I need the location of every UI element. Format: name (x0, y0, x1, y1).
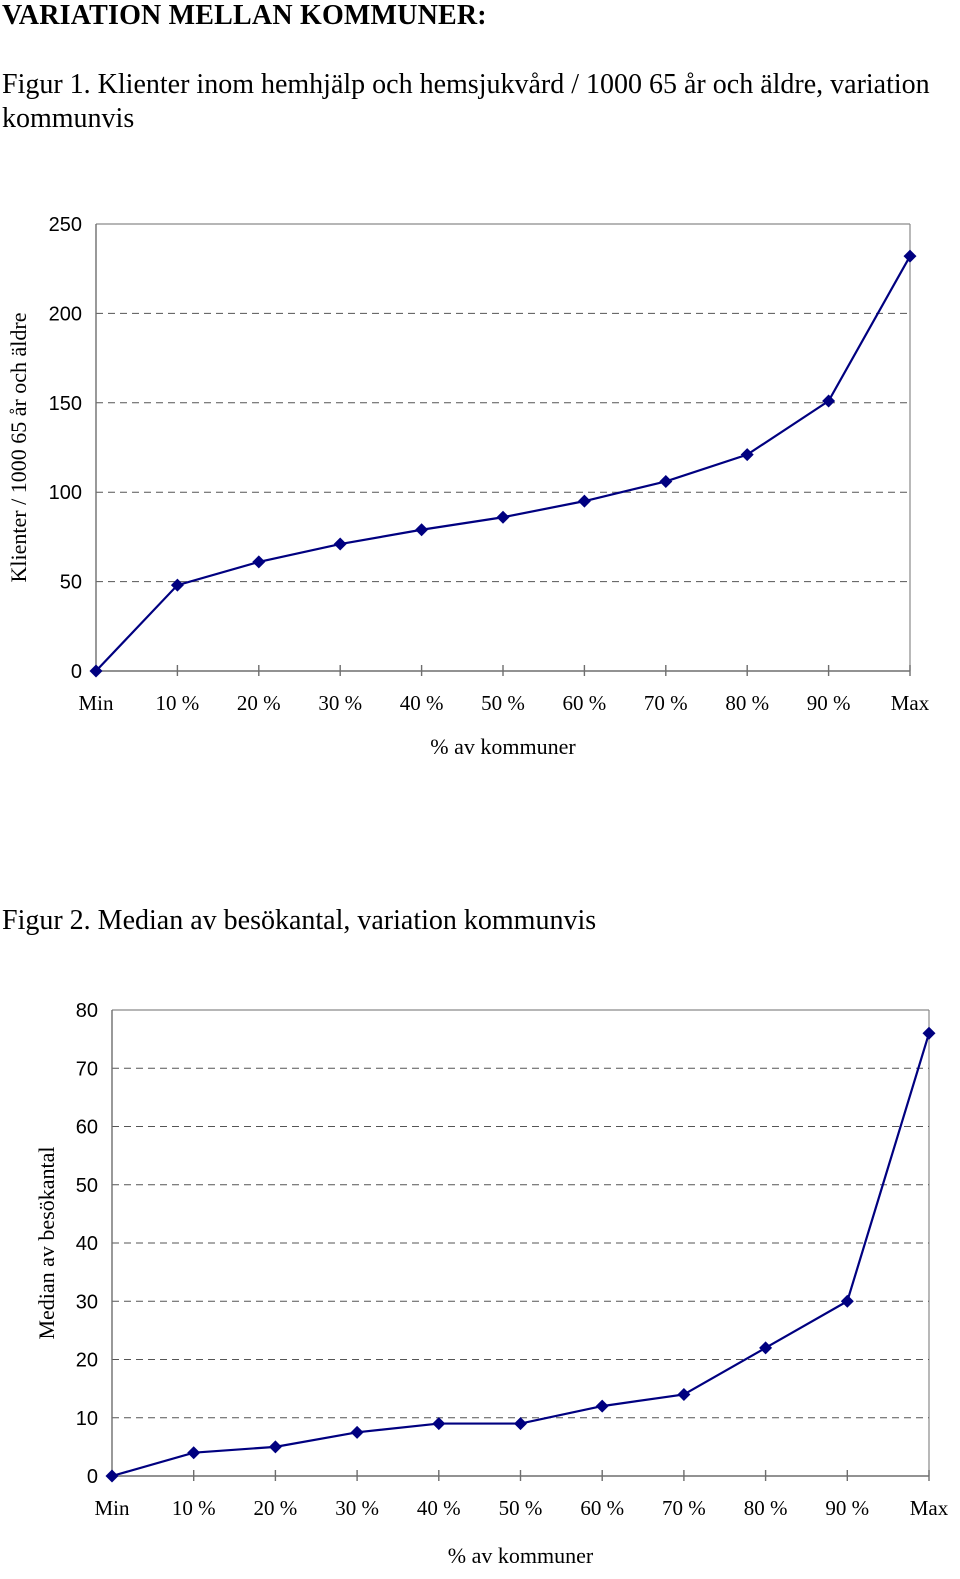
x-tick-label: 80 % (725, 691, 770, 715)
y-axis-title: Median av besökantal (34, 1146, 59, 1340)
data-point (923, 1027, 936, 1040)
y-tick-label: 200 (48, 303, 82, 326)
y-tick-label: 50 (59, 571, 82, 594)
y-tick-label: 10 (75, 1407, 98, 1430)
x-tick-label: 40 % (399, 691, 444, 715)
x-tick-label: Min (94, 1496, 130, 1520)
data-point (106, 1470, 119, 1483)
data-point (677, 1388, 690, 1401)
y-tick-label: 60 (75, 1116, 98, 1139)
figure-2-caption: Figur 2. Median av besökantal, variation kommunvis (2, 905, 597, 936)
x-tick-label: 50 % (498, 1496, 543, 1520)
data-point (432, 1417, 445, 1430)
page-heading: VARIATION MELLAN KOMMUNER: (2, 0, 487, 31)
x-tick-label: Max (890, 691, 930, 715)
y-tick-label: 150 (48, 392, 82, 415)
data-point (841, 1295, 854, 1308)
data-point (596, 1400, 609, 1413)
data-point (759, 1341, 772, 1354)
x-tick-label: 60 % (562, 691, 607, 715)
x-tick-label: Min (78, 691, 114, 715)
y-tick-label: 50 (75, 1174, 98, 1197)
y-tick-label: 250 (48, 214, 82, 236)
y-tick-label: 40 (75, 1233, 98, 1255)
data-point (187, 1446, 200, 1459)
x-tick-label: 20 % (253, 1496, 298, 1520)
data-point (351, 1426, 364, 1439)
y-axis-title: Klienter / 1000 65 år och äldre (6, 312, 31, 583)
x-tick-label: Max (909, 1496, 949, 1520)
x-tick-label: 30 % (335, 1496, 379, 1520)
y-tick-label: 100 (48, 482, 82, 505)
x-axis-title: % av kommuner (430, 734, 576, 759)
x-tick-label: 70 % (643, 691, 688, 715)
x-tick-label: 50 % (481, 691, 525, 715)
y-tick-label: 0 (70, 661, 82, 683)
x-tick-label: 60 % (580, 1496, 625, 1520)
x-tick-label: 30 % (318, 691, 363, 715)
figure-1-caption: Figur 1. Klienter inom hemhjälp och hemsjukvård / 1000 65 år och äldre, variation kommunvis (2, 69, 930, 134)
x-axis-title: % av kommuner (447, 1543, 594, 1568)
x-tick-label: 20 % (236, 691, 281, 715)
x-tick-label: 90 % (806, 691, 851, 715)
y-tick-label: 0 (86, 1466, 98, 1488)
data-point (269, 1440, 282, 1453)
x-tick-label: 80 % (743, 1496, 788, 1520)
y-tick-label: 70 (75, 1058, 98, 1081)
y-tick-label: 20 (75, 1349, 98, 1372)
x-tick-label: 10 % (155, 691, 200, 715)
x-tick-label: 70 % (662, 1496, 706, 1520)
data-point (514, 1417, 527, 1430)
x-tick-label: 90 % (825, 1496, 870, 1520)
y-tick-label: 30 (75, 1291, 98, 1314)
y-tick-label: 80 (75, 1000, 98, 1022)
series-line (112, 1033, 929, 1476)
x-tick-label: 40 % (416, 1496, 461, 1520)
x-tick-label: 10 % (171, 1496, 216, 1520)
